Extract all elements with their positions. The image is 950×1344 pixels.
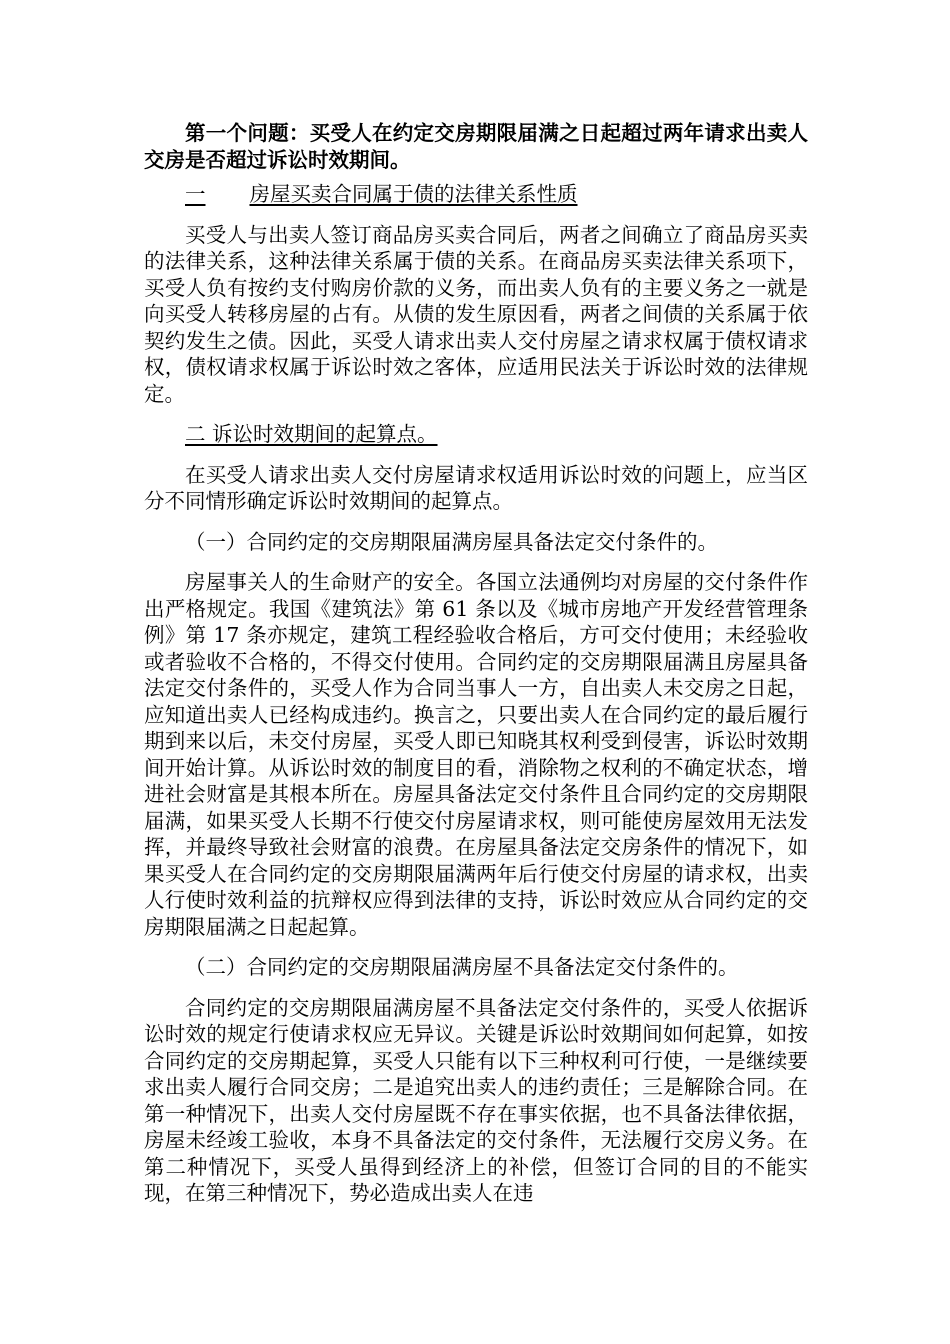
section-number-1: 一 (185, 182, 206, 206)
section-heading-1 (144, 181, 808, 208)
section-heading-2-text: 二 诉讼时效期间的起算点。 (185, 422, 438, 446)
case-2-paragraph: 合同约定的交房期限届满房屋不具备法定交付条件的，买受人依据诉讼时效的规定行使请求权应无异议。关键是诉讼时效期间如何起算，如按合同约定的交房期起算，买受人只能有以下三种权利可行使，一是继续要求出卖人履行合同交房；二是追究出卖人的违约责任；三是解除合同。在第一种情况下，出卖人交付房屋既不存在事实依据，也不具备法律依据，房屋未经竣工验收，本身不具备法定的交付条件，无法履行交房义务。在第二种情况下，买受人虽得到经济上的补偿，但签订合同的目的不能实现，在第三种情况下，势必造成出卖人在违 (144, 995, 808, 1205)
section-2-intro: 在买受人请求出卖人交付房屋请求权适用诉讼时效的问题上，应当区分不同情形确定诉讼时效期间的起算点。 (144, 462, 808, 513)
section-heading-2 (144, 421, 808, 448)
case-1-paragraph: 房屋事关人的生命财产的安全。各国立法通例均对房屋的交付条件作出严格规定。我国《建筑法》第 61 条以及《城市房地产开发经营管理条例》第 17 条亦规定，建筑工程经验收合格后，方可交付使用；未经验收或者验收不合格的，不得交付使用。合同约定的交房期限届满且房屋具备法定交付条件的，买受人作为合同当事人一方，自出卖人未交房之日起，应知道出卖人已经构成违约。换言之，只要出卖人在合同约定的最后履行期到来以后，未交付房屋，买受人即已知晓其权利受到侵害，诉讼时效期间开始计算。从诉讼时效的制度目的看，消除物之权利的不确定状态，增进社会财富是其根本所在。房屋具备法定交付条件且合同约定的交房期限届满，如果买受人长期不行使交付房屋请求权，则可能使房屋效用无法发挥，并最终导致社会财富的浪费。在房屋具备法定交房条件的情况下，如果买受人在合同约定的交房期限届满两年后行使交付房屋的请求权，出卖人行使时效利益的抗辩权应得到法律的支持，诉讼时效应从合同约定的交房期限届满之日起起算。 (144, 570, 808, 939)
section-1-paragraph: 买受人与出卖人签订商品房买卖合同后，两者之间确立了商品房买卖的法律关系，这种法律关系属于债的关系。在商品房买卖法律关系项下，买受人负有按约支付购房价款的义务，而出卖人负有的主要义务之一就是向买受人转移房屋的占有。从债的发生原因看，两者之间债的关系属于依契约发生之债。因此，买受人请求出卖人交付房屋之请求权属于债权请求权，债权请求权属于诉讼时效之客体，应适用民法关于诉讼时效的法律规定。 (144, 222, 808, 406)
document-page (144, 120, 808, 1221)
section-heading-1-text (185, 182, 578, 206)
case-2-heading: （二）合同约定的交房期限届满房屋不具备法定交付条件的。 (185, 955, 739, 979)
section-title-1: 房屋买卖合同属于债的法律关系性质 (249, 182, 578, 206)
document-title: 第一个问题：买受人在约定交房期限届满之日起超过两年请求出卖人交房是否超过诉讼时效期间。 (144, 121, 808, 172)
case-1-heading: （一）合同约定的交房期限届满房屋具备法定交付条件的。 (185, 529, 718, 554)
